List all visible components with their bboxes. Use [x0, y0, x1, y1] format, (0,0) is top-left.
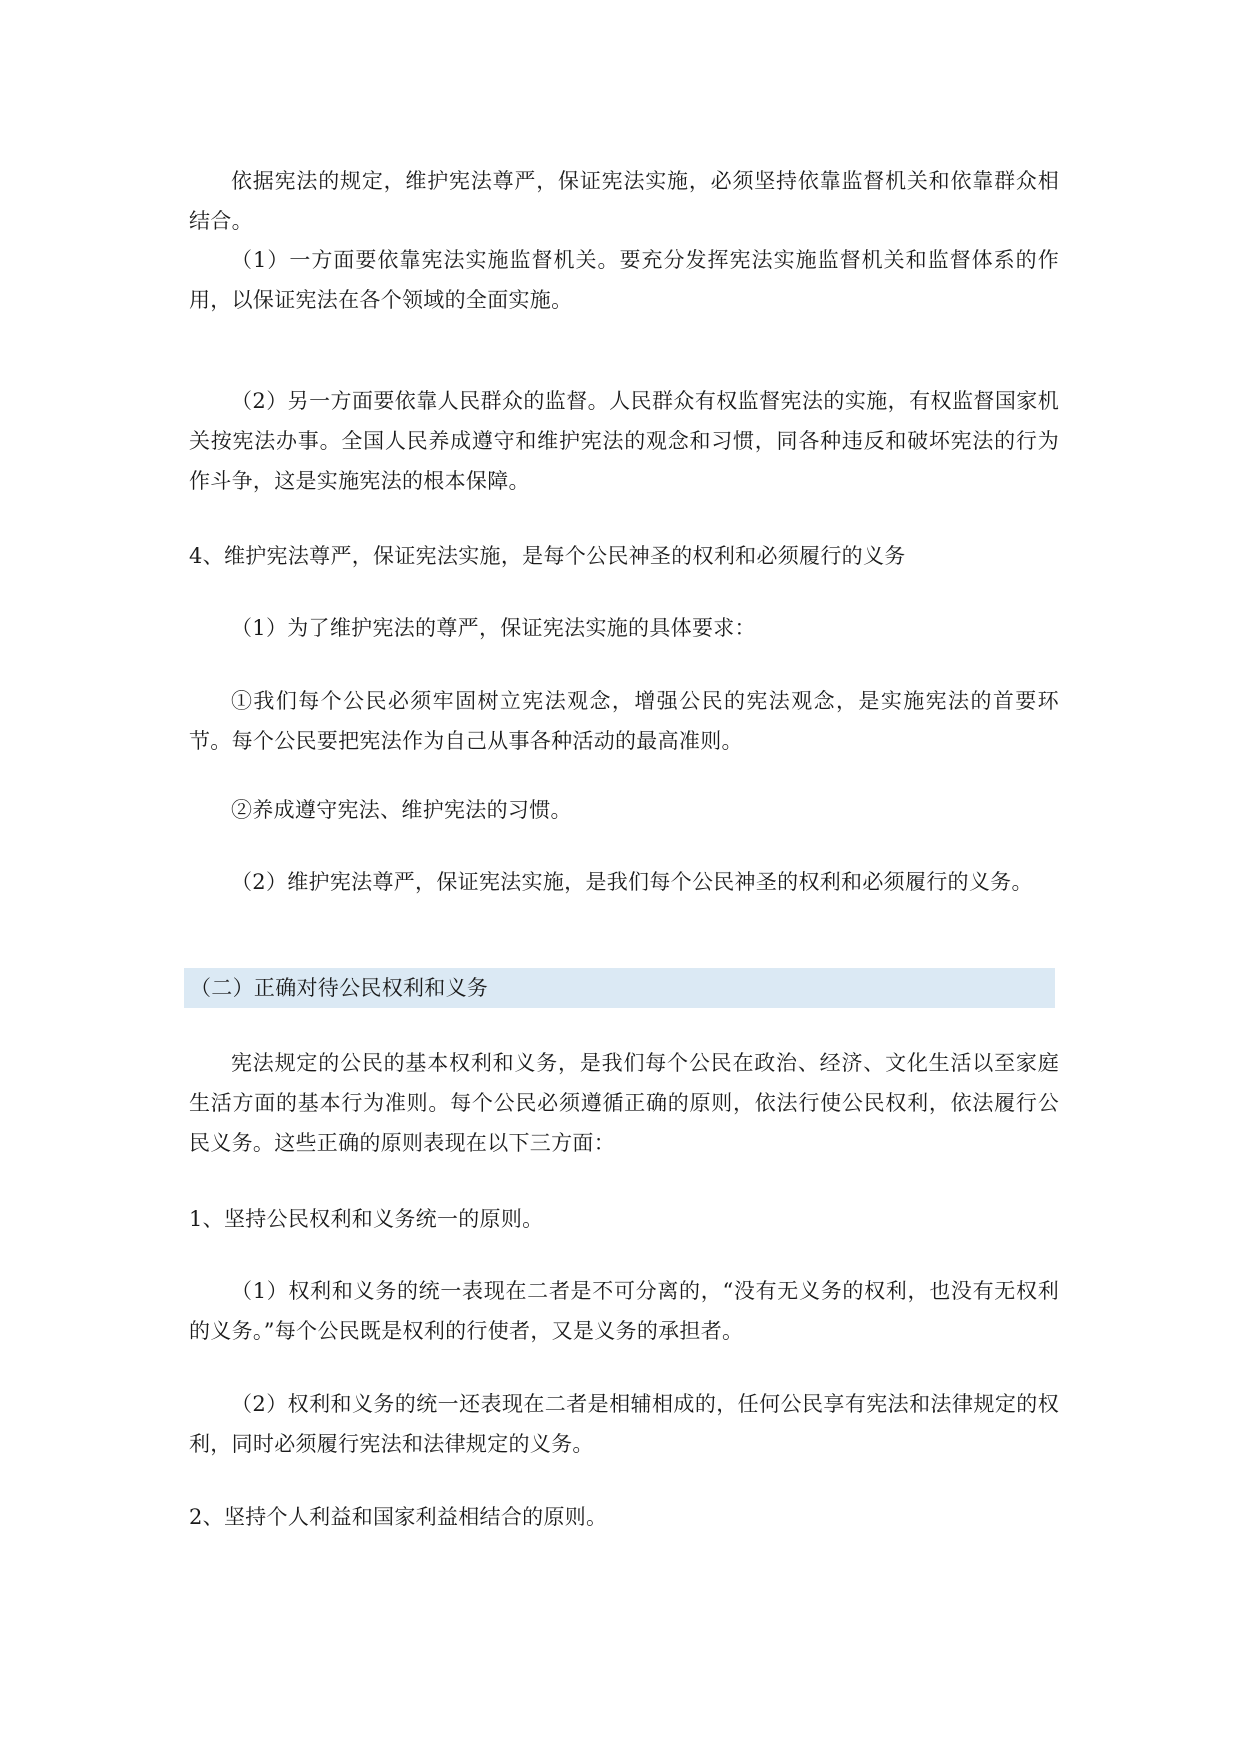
paragraph-heading-4: 4、维护宪法尊严，保证宪法实施，是每个公民神圣的权利和必须履行的义务 [189, 544, 906, 568]
paragraph-heading-2: 2、坚持个人利益和国家利益相结合的原则。 [189, 1505, 608, 1529]
paragraph-supervision-principle: 依据宪法的规定，维护宪法尊严，保证宪法实施，必须坚持依靠监督机关和依靠群众相结合。 [189, 169, 1059, 233]
paragraph-complementary: （2）权利和义务的统一还表现在二者是相辅相成的，任何公民享有宪法和法律规定的权利，同时必须履行宪法和法律规定的义务。 [189, 1392, 1059, 1456]
section-heading: （二）正确对待公民权利和义务 [190, 976, 489, 1000]
paragraph-item-2: ②养成遵守宪法、维护宪法的习惯。 [231, 798, 572, 822]
section-heading-bar [184, 968, 1055, 1008]
paragraph-basic-rights: 宪法规定的公民的基本权利和义务，是我们每个公民在政治、经济、文化生活以至家庭生活方面的基本行为准则。每个公民必须遵循正确的原则，依法行使公民权利，依法履行公民义务。这些正确的原则表现在以下三方面： [189, 1051, 1059, 1155]
paragraph-inseparable: （1）权利和义务的统一表现在二者是不可分离的，“没有无义务的权利，也没有无权利的义务。”每个公民既是权利的行使者，又是义务的承担者。 [189, 1279, 1059, 1343]
paragraph-heading-1: 1、坚持公民权利和义务统一的原则。 [189, 1207, 544, 1231]
paragraph-specific-requirements: （1）为了维护宪法的尊严，保证宪法实施的具体要求： [231, 616, 756, 640]
paragraph-supervision-organs: （1）一方面要依靠宪法实施监督机关。要充分发挥宪法实施监督机关和监督体系的作用，以保证宪法在各个领域的全面实施。 [189, 248, 1059, 312]
paragraph-people-supervision: （2）另一方面要依靠人民群众的监督。人民群众有权监督宪法的实施，有权监督国家机关按宪法办事。全国人民养成遵守和维护宪法的观念和习惯，同各种违反和破坏宪法的行为作斗争，这是实施宪法的根本保障。 [189, 389, 1059, 493]
paragraph-rights-and-duties: （2）维护宪法尊严，保证宪法实施，是我们每个公民神圣的权利和必须履行的义务。 [231, 870, 1033, 894]
paragraph-item-1: ①我们每个公民必须牢固树立宪法观念，增强公民的宪法观念，是实施宪法的首要环节。每个公民要把宪法作为自己从事各种活动的最高准则。 [189, 689, 1059, 753]
